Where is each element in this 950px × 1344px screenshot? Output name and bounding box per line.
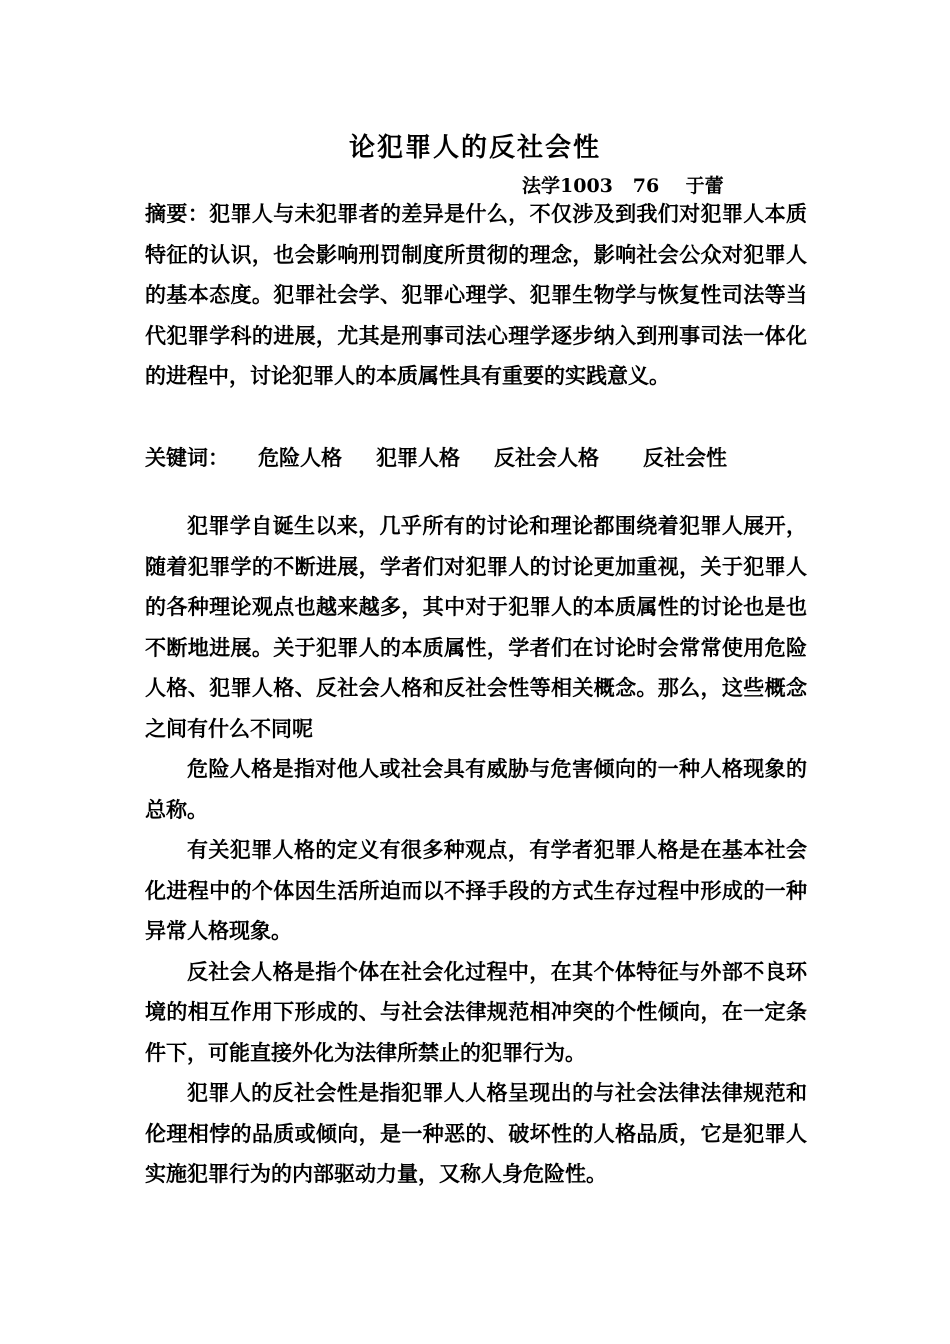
abstract-paragraph: 摘要：犯罪人与未犯罪者的差异是什么，不仅涉及到我们对犯罪人本质特征的认识，也会影响刑罚制度所贯彻的理念，影响社会公众对犯罪人的基本态度。犯罪社会学、犯罪心理学、犯罪生物学与恢复性司法等当代犯罪学科的进展，尤其是刑事司法心理学逐步纳入到刑事司法一体化的进程中，讨论犯罪人的本质属性具有重要的实践意义。 (145, 202, 807, 388)
author-line: 法学1003 76 于蕾 (522, 175, 724, 197)
keyword-item: 反社会性 (643, 446, 727, 470)
keywords-line (145, 438, 727, 478)
keyword-item: 反社会人格 (494, 446, 599, 470)
body-paragraph: 犯罪学自诞生以来，几乎所有的讨论和理论都围绕着犯罪人展开，随着犯罪学的不断进展，学者们对犯罪人的讨论更加重视，关于犯罪人的各种理论观点也越来越多，其中对于犯罪人的本质属性的讨论也是也不断地进展。关于犯罪人的本质属性，学者们在讨论时会常常使用危险人格、犯罪人格、反社会人格和反社会性等相关概念。那么，这些概念之间有什么不同呢 (145, 514, 807, 741)
body-text (145, 506, 807, 1195)
body-paragraph: 危险人格是指对他人或社会具有威胁与危害倾向的一种人格现象的总称。 (145, 757, 807, 822)
body-paragraph: 犯罪人的反社会性是指犯罪人人格呈现出的与社会法律法律规范和伦理相悖的品质或倾向，是一种恶的、破坏性的人格品质，它是犯罪人实施犯罪行为的内部驱动力量，又称人身危险性。 (145, 1081, 807, 1186)
keyword-item: 危险人格 (258, 446, 342, 470)
keywords-label: 关键词： (145, 446, 229, 470)
body-paragraph: 有关犯罪人格的定义有很多种观点，有学者犯罪人格是在基本社会化进程中的个体因生活所迫而以不择手段的方式生存过程中形成的一种异常人格现象。 (145, 838, 807, 943)
body-paragraph: 反社会人格是指个体在社会化过程中，在其个体特征与外部不良环境的相互作用下形成的、与社会法律规范相冲突的个性倾向，在一定条件下，可能直接外化为法律所禁止的犯罪行为。 (145, 959, 807, 1065)
keyword-item: 犯罪人格 (376, 446, 460, 470)
document-title: 论犯罪人的反社会性 (348, 133, 601, 163)
